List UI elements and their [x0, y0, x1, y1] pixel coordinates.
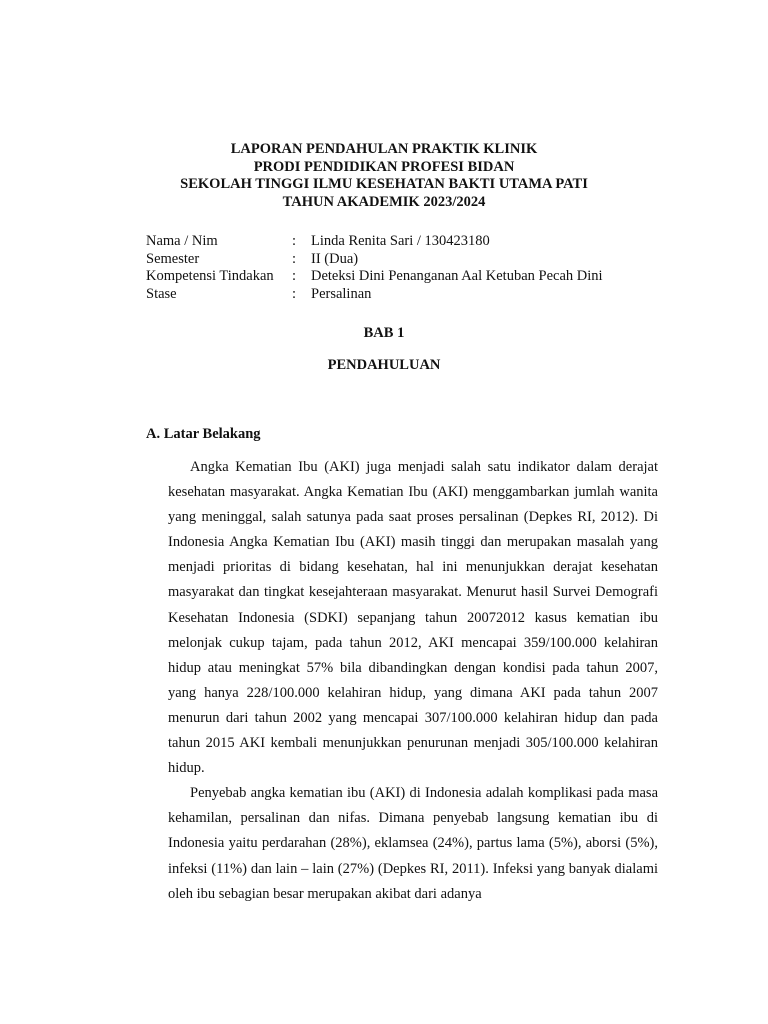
- info-colon: :: [292, 285, 297, 302]
- info-colon: :: [292, 250, 297, 267]
- title-line-3: SEKOLAH TINGGI ILMU KESEHATAN BAKTI UTAMA PATI: [180, 176, 588, 192]
- info-row-kompetensi: [146, 268, 603, 286]
- section-heading: A. Latar Belakang: [146, 426, 261, 442]
- document-title: [0, 141, 768, 211]
- info-value: Deteksi Dini Penanganan Aal Ketuban Pecah Dini: [311, 268, 603, 284]
- paragraph: Penyebab angka kematian ibu (AKI) di Indonesia adalah komplikasi pada masa kehamilan, persalinan dan nifas. Dimana penyebab langsung kematian ibu di Indonesia yaitu perdarahan (28%), eklamsea (24%), partus lama (5%), aborsi (5%), infeksi (11%) dan lain – lain (27%) (Depkes RI, 2011). Infeksi yang banyak dialami oleh ibu sebagian besar merupakan akibat dari adanya: [168, 785, 658, 902]
- info-label: Stase: [146, 285, 177, 302]
- info-row-semester: [146, 251, 603, 269]
- chapter-title: PENDAHULUAN: [327, 357, 441, 373]
- student-info-table: [146, 233, 603, 303]
- info-value: Linda Renita Sari / 130423180: [311, 233, 490, 249]
- title-line-2: PRODI PENDIDIKAN PROFESI BIDAN: [253, 158, 515, 175]
- title-line-1: LAPORAN PENDAHULAN PRAKTIK KLINIK: [230, 141, 538, 157]
- info-label: Kompetensi Tindakan: [146, 268, 274, 284]
- info-value: II (Dua): [311, 250, 359, 267]
- paragraph: Angka Kematian Ibu (AKI) juga menjadi salah satu indikator dalam derajat kesehatan masyarakat. Angka Kematian Ibu (AKI) menggambarkan jumlah wanita yang meninggal, salah satunya pada saat proses persalinan (Depkes RI, 2012). Di Indonesia Angka Kematian Ibu (AKI) masih tinggi dan merupakan masalah yang menjadi prioritas di bidang kesehatan, hal ini menunjukkan derajat kesehatan masyarakat dan tingkat kesejahteraan masyarakat. Menurut hasil Survei Demografi Kesehatan Indonesia (SDKI) sepanjang tahun 20072012 kasus kematian ibu melonjak cukup tajam, pada tahun 2012, AKI mencapai 359/100.000 kelahiran hidup atau meningkat 57% bila dibandingkan dengan kondisi pada tahun 2007, yang hanya 228/100.000 kelahiran hidup, yang dimana AKI pada tahun 2007 menurun dari tahun 2002 yang mencapai 307/100.000 kelahiran hidup dan pada tahun 2015 AKI kembali menunjukkan penurunan menjadi 305/100.000 kelahiran hidup.: [168, 459, 658, 777]
- info-colon: :: [292, 268, 297, 284]
- body-text: [168, 455, 658, 907]
- info-value: Persalinan: [311, 285, 372, 302]
- info-label: Semester: [146, 250, 200, 267]
- info-row-stase: [146, 286, 603, 304]
- title-line-4: TAHUN AKADEMIK 2023/2024: [282, 193, 486, 210]
- info-row-nama-nim: [146, 233, 603, 251]
- info-label: Nama / Nim: [146, 233, 218, 249]
- chapter-number: BAB 1: [363, 325, 405, 341]
- info-colon: :: [292, 233, 297, 249]
